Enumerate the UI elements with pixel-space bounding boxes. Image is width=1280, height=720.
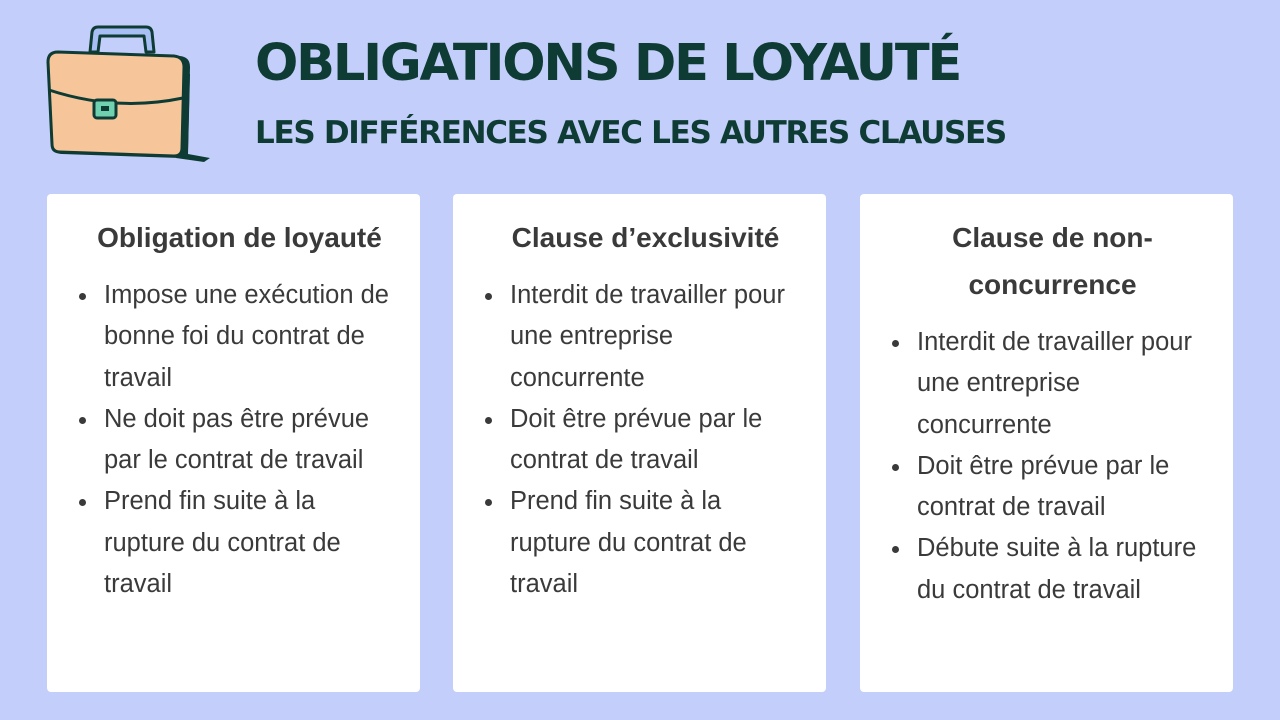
list-item: Doit être prévue par le contrat de travail	[890, 446, 1215, 529]
card-title: Obligation de loyauté	[97, 222, 382, 253]
bullet-list	[483, 275, 808, 605]
list-item: Interdit de travailler pour une entreprise concurrente	[890, 322, 1215, 446]
list-item: Interdit de travailler pour une entreprise concurrente	[483, 275, 808, 399]
list-item: Débute suite à la rupture du contrat de travail	[890, 528, 1215, 611]
list-item: Prend fin suite à la rupture du contrat de travail	[483, 481, 808, 605]
list-item: Ne doit pas être prévue par le contrat de travail	[77, 399, 402, 482]
card-title: Clause de non-concurrence	[952, 222, 1153, 300]
list-item: Doit être prévue par le contrat de travail	[483, 399, 808, 482]
card-obligation-loyaute	[47, 194, 420, 692]
card-clause-non-concurrence	[860, 194, 1233, 692]
page-subtitle: LES DIFFÉRENCES AVEC LES AUTRES CLAUSES	[255, 115, 1006, 151]
bullet-list	[77, 275, 402, 605]
page-title: OBLIGATIONS DE LOYAUTÉ	[255, 34, 961, 93]
card-clause-exclusivite	[453, 194, 826, 692]
list-item: Impose une exécution de bonne foi du contrat de travail	[77, 275, 402, 399]
list-item: Prend fin suite à la rupture du contrat de travail	[77, 481, 402, 605]
briefcase-icon	[40, 22, 212, 166]
card-title: Clause d’exclusivité	[511, 222, 780, 253]
bullet-list	[890, 322, 1215, 611]
